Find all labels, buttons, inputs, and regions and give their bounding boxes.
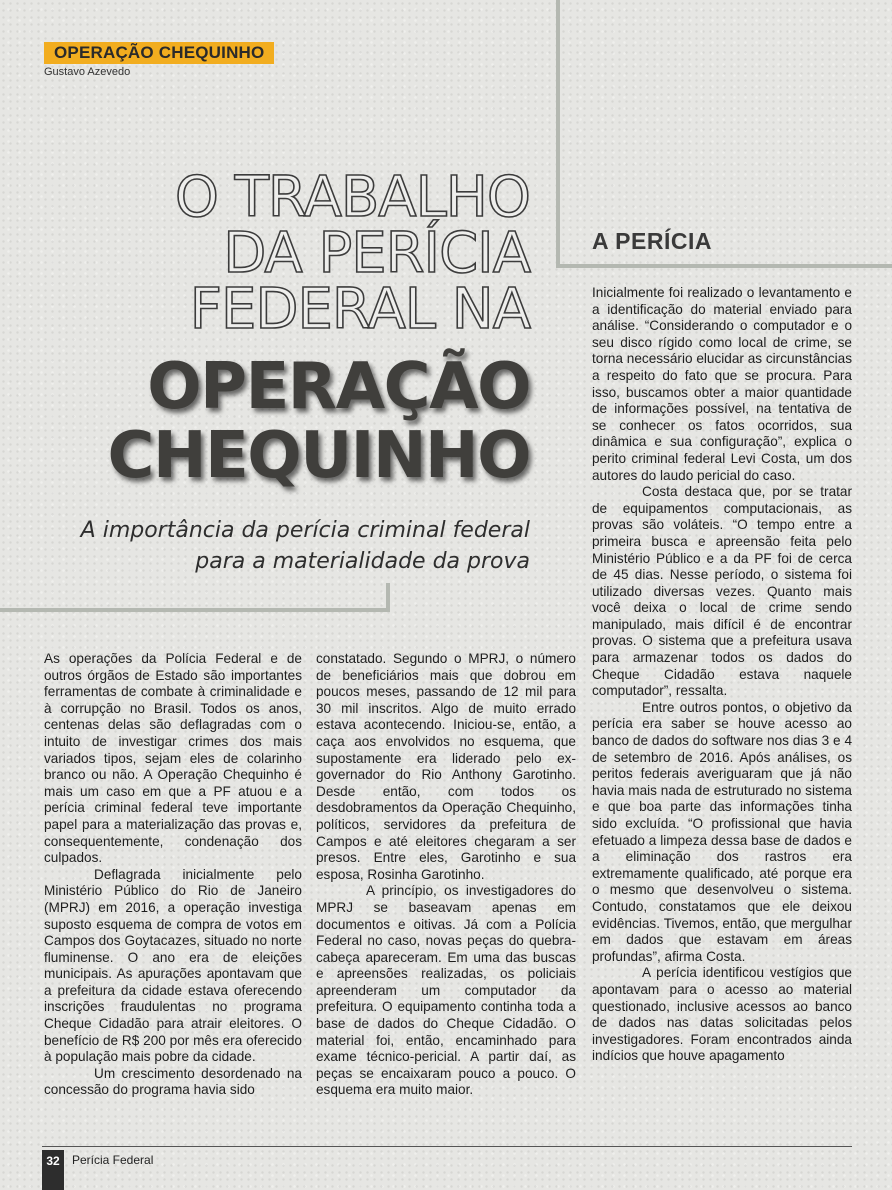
sidebar-text [592, 285, 852, 1065]
frame-line-right-vertical [556, 0, 560, 268]
sidebar-paragraph: Costa destaca que, por se tratar de equipamentos computacionais, as provas são voláteis. “O tempo entre a primeira busca e apreensão feita pelo Ministério Público e a da PF foi de cerca de 45 dias. Nesse período, o sistema foi utilizado diversas vezes. Quanto mais você deixa o local de crime sendo manipulado, mais difícil é de encontrar provas. O sistema que a prefeitura usava para armazenar todos os dados do Cheque Cidadão estava naquele computador”, ressalta. [592, 484, 852, 699]
section-tag: OPERAÇÃO CHEQUINHO [44, 42, 274, 64]
frame-line-right-bottom [556, 264, 892, 268]
title-line-4: OPERAÇÃO [147, 350, 530, 424]
page-number: 32 [42, 1150, 64, 1190]
title-line-1: O TRABALHO [174, 165, 530, 230]
body-paragraph: Deflagrada inicialmente pelo Ministério Público do Rio de Janeiro (MPRJ) em 2016, a operação investiga suposto esquema de compra de votos em Campos dos Goytacazes, situado no norte fluminense. O ano era de eleições municipais. As apurações apontavam que a prefeitura da cidade estava oferecendo inscrições fraudulentas no programa Cheque Cidadão para atrair eleitores. O benefício de R$ 200 por mês era oferecido à população mais pobre da cidade. [44, 866, 302, 1065]
sidebar-paragraph: A perícia identificou vestígios que apontavam para o acesso ao material questionado, inclusive acessos ao banco de dados nas datas solicitadas pelos investigadores. Foram encontrados ainda indícios que houve apagamento [592, 965, 852, 1064]
sidebar-paragraph: Entre outros pontos, o objetivo da perícia era saber se houve acesso ao banco de dados do software nos dias 3 e 4 de setembro de 2016. Após análises, os peritos federais averiguaram que já não havia mais nada de estruturado no sistema e que boa parte das informações tinha sido excluída. “O profissional que havia efetuado a limpeza dessa base de dados e a eliminação dos rastros era extremamente qualificado, até porque era o mesmo que desenvolveu o sistema. Contudo, constatamos que ele deixou evidências. Tivemos, então, que mergulhar em dados que estavam em áreas profundas”, afirma Costa. [592, 699, 852, 964]
title-line-2: DA PERÍCIA [223, 221, 530, 286]
sidebar-paragraph: Inicialmente foi realizado o levantamento e a identificação do material enviado para análise. “Considerando o computador e o seu disco rígido como local de crime, se torna necessário elucidar as circunstâncias a respeito do fato que se procura. Para isso, buscamos obter a maior quantidade de informações possível, na tentativa de se conhecer os fatos ocorridos, sua dinâmica e sua configuração”, explica o perito criminal federal Levi Costa, um dos autores do laudo pericial do caso. [592, 285, 852, 483]
body-paragraph: Um crescimento desordenado na concessão do programa havia sido [44, 1065, 302, 1098]
frame-line-left-vertical [386, 583, 390, 612]
subtitle: A importância da perícia criminal federal para a materialidade da prova [80, 518, 530, 574]
body-column-1 [44, 651, 302, 1099]
sidebar-heading: A PERÍCIA [592, 228, 712, 254]
author-name: Gustavo Azevedo [44, 66, 131, 78]
body-paragraph: constatado. Segundo o MPRJ, o número de beneficiários mais que dobrou em poucos meses, passando de 12 mil para 30 mil inscritos. Algo de muito errado estava acontecendo. Iniciou-se, então, a caça aos envolvidos no esquema, que supostamente era liderado pelo ex-governador do Rio Anthony Garotinho. Desde então, com todos os desdobramentos da Operação Chequinho, políticos, servidores da prefeitura de Campos e até eleitores chegaram a ser presos. Entre eles, Garotinho e sua esposa, Rosinha Garotinho. [316, 651, 576, 882]
magazine-name: Perícia Federal [72, 1153, 154, 1167]
frame-line-left-bottom [0, 608, 390, 612]
body-paragraph: As operações da Polícia Federal e de outros órgãos de Estado são importantes ferramentas de combate à criminalidade e à corrupção no Brasil. Todos os anos, centenas delas são deflagradas com o intuito de investigar crimes dos mais variados tipos, sejam eles de colarinho branco ou não. A Operação Chequinho é mais um caso em que a PF atuou e a perícia criminal federal teve importante papel para a materialização das provas e, consequentemente, condenação dos culpados. [44, 651, 302, 866]
title-line-3: FEDERAL NA [189, 277, 530, 342]
footer-divider [42, 1146, 852, 1147]
title-line-5: CHEQUINHO [107, 419, 530, 493]
body-column-2 [316, 651, 576, 1099]
body-paragraph: A princípio, os investigadores do MPRJ se baseavam apenas em documentos e oitivas. Já com a Polícia Federal no caso, novas peças do quebra-cabeça apareceram. Em uma das buscas e apreensões realizadas, os policiais apreenderam um computador da prefeitura. O equipamento continha toda a base de dados do Cheque Cidadão. O material foi, então, encaminhado para exame técnico-pericial. A partir daí, as peças se encaixaram pouco a pouco. O esquema era muito maior. [316, 883, 576, 1098]
